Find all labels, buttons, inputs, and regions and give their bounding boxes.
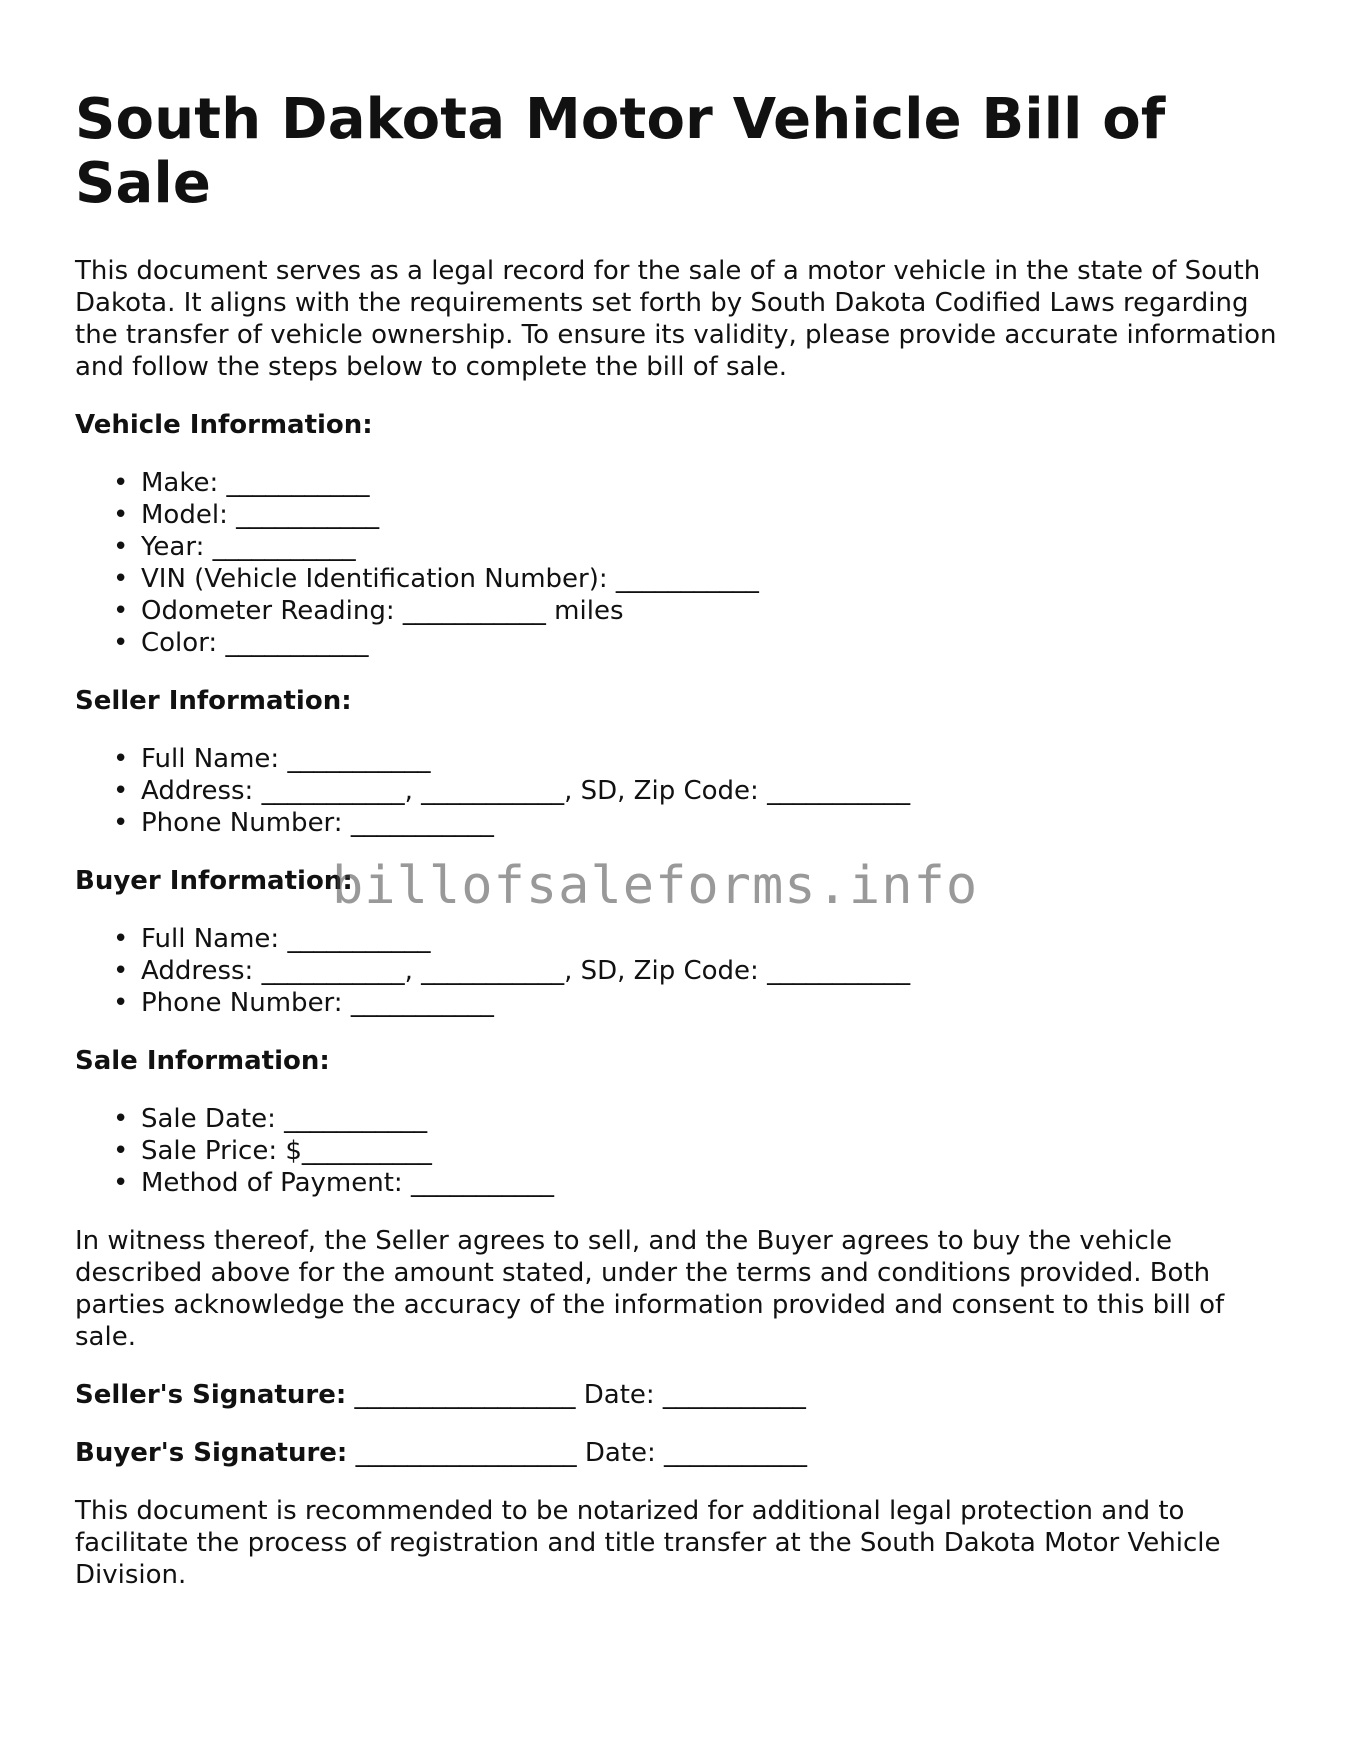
sale-section-heading: Sale Information: [75, 1045, 330, 1076]
vehicle-model-field: • Model: ___________ [141, 499, 1290, 531]
seller-name-field: • Full Name: ___________ [141, 743, 1290, 775]
seller-phone-field: • Phone Number: ___________ [141, 807, 1290, 839]
buyer-section-heading: Buyer Information: [75, 865, 353, 896]
watermark: billofsaleforms.info [332, 856, 979, 916]
document-title: South Dakota Motor Vehicle Bill of Sale [75, 87, 1166, 217]
seller-signature-label: Seller's Signature: [75, 1379, 347, 1410]
buyer-info-list [75, 923, 1290, 1019]
buyer-address-field: • Address: ___________, ___________, SD, Zip Code: ___________ [141, 955, 1290, 987]
seller-info-list [75, 743, 1290, 839]
document-page [75, 88, 1290, 1591]
closing-paragraph: This document is recommended to be notarized for additional legal protection and to facilitate the process of registration and title transfer at the South Dakota Motor Vehicle Division. [75, 1495, 1221, 1590]
buyer-signature-line [75, 1437, 1290, 1469]
seller-address-field: • Address: ___________, ___________, SD, Zip Code: ___________ [141, 775, 1290, 807]
sale-price-field: • Sale Price: $__________ [141, 1135, 1290, 1167]
buyer-signature-blanks: _________________ Date: ___________ [347, 1437, 808, 1468]
sale-date-field: • Sale Date: ___________ [141, 1103, 1290, 1135]
payment-method-field: • Method of Payment: ___________ [141, 1167, 1290, 1199]
vehicle-vin-field: • VIN (Vehicle Identification Number): ___________ [141, 563, 1290, 595]
sale-info-list [75, 1103, 1290, 1199]
vehicle-info-list [75, 467, 1290, 659]
seller-signature-line [75, 1379, 1290, 1411]
vehicle-year-field: • Year: ___________ [141, 531, 1290, 563]
seller-section-heading: Seller Information: [75, 685, 352, 716]
intro-paragraph: This document serves as a legal record for the sale of a motor vehicle in the state of South Dakota. It aligns with the requirements set forth by South Dakota Codified Laws regarding the transfer of vehicle ownership. To ensure its validity, please provide accurate information and follow the steps below to complete the bill of sale. [75, 255, 1277, 382]
buyer-signature-label: Buyer's Signature: [75, 1437, 348, 1468]
vehicle-section-heading: Vehicle Information: [75, 409, 373, 440]
vehicle-odometer-field: • Odometer Reading: ___________ miles [141, 595, 1290, 627]
vehicle-make-field: • Make: ___________ [141, 467, 1290, 499]
witness-paragraph: In witness thereof, the Seller agrees to sell, and the Buyer agrees to buy the vehicle described above for the amount stated, under the terms and conditions provided. Both parties acknowledge the accuracy of the information provided and consent to this bill of sale. [75, 1225, 1225, 1352]
buyer-name-field: • Full Name: ___________ [141, 923, 1290, 955]
buyer-phone-field: • Phone Number: ___________ [141, 987, 1290, 1019]
seller-signature-blanks: _________________ Date: ___________ [346, 1379, 806, 1410]
vehicle-color-field: • Color: ___________ [141, 627, 1290, 659]
